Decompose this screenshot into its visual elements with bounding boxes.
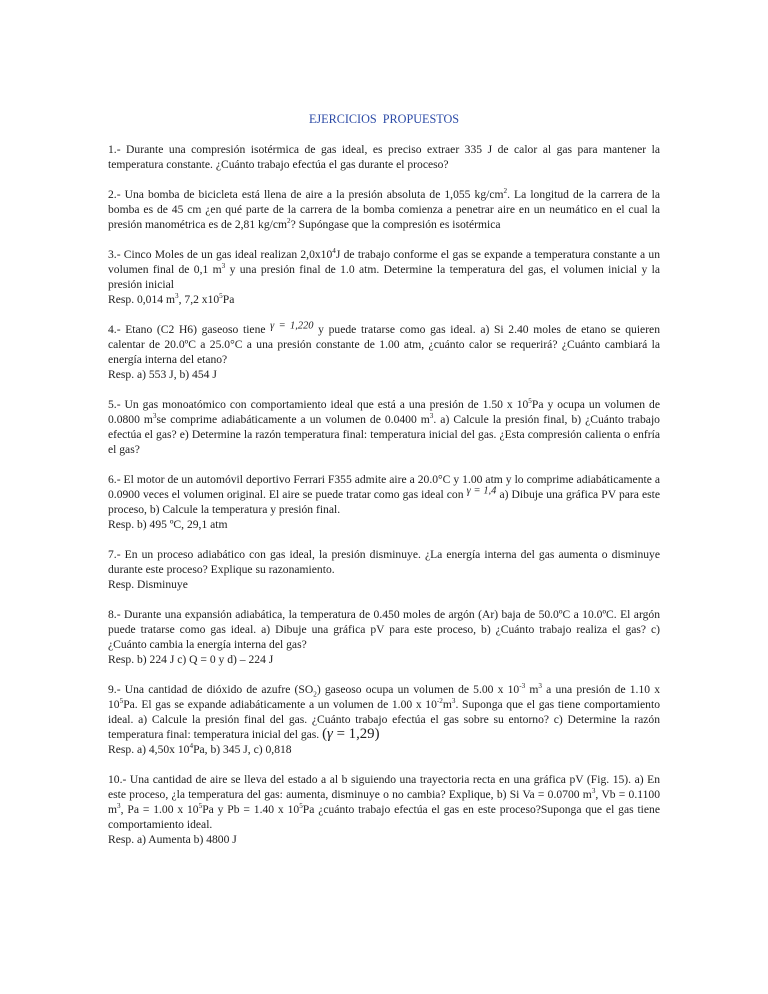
paragraph: [108, 517, 660, 532]
text-run: 3: [451, 697, 456, 706]
text-run: Pa y ocupa un volumen de 0.0800 m: [108, 398, 660, 426]
text-run: 3: [221, 262, 226, 271]
text-run: y puede tratarse como gas ideal. a) Si 2.40 moles de etano se quieren calentar de 20.0ºC a 25.0°C a una presión constante de 1.00 atm, ¿cuánto calor se requerirá? ¿Cuánto cambiará la energía interna del etano?: [108, 323, 660, 366]
text-run: 4: [189, 742, 194, 751]
text-run: Pa: [222, 293, 235, 306]
paragraph: [108, 832, 660, 847]
problem: [108, 187, 660, 232]
text-run: , 7,2 x10: [178, 293, 220, 306]
problem: [108, 472, 660, 532]
text-run: 5: [219, 292, 223, 301]
text-run: 2.- Una bomba de bicicleta está llena de aire a la presión absoluta de 1,055 kg/cm: [108, 188, 504, 201]
text-run: (: [322, 726, 328, 742]
text-run: m: [442, 698, 452, 711]
text-run: Pa ¿cuánto trabajo efectúa el gas en este proceso?Suponga que el gas tiene comportamiento ideal.: [108, 803, 660, 831]
text-run: J de trabajo conforme el gas se expande a temperatura constante a un volumen final de 0,1 m: [108, 248, 660, 276]
problem: [108, 607, 660, 667]
problem: [108, 142, 660, 172]
paragraph: [108, 397, 660, 457]
problem: [108, 247, 660, 307]
text-run: 2: [287, 217, 291, 226]
problem: [108, 772, 660, 847]
text-run: y una presión final de 1.0 atm. Determine la temperatura del gas, el volumen inicial y la presión inicial: [108, 263, 660, 291]
paragraph: [108, 547, 660, 577]
text-run: a una presión de 1.10 x 10: [108, 683, 661, 711]
text-run: 5: [198, 802, 203, 811]
text-run: ): [374, 726, 380, 742]
text-run: ? Supóngase que la compresión es isotérmica: [290, 218, 501, 231]
text-run: 2: [313, 690, 317, 699]
text-run: . Suponga que el gas tiene comportamiento ideal. a) Calcule la presión final del gas. ¿Cuánto trabajo efectúa el gas sobre su entorno? c) Determine la razón temperatura final: temperatura inicial del gas.: [108, 698, 660, 741]
text-run: . a) Calcule la presión final, b) ¿Cuánto trabajo efectúa el gas? e) Determine la razón temperatura final: temperatura inicial del gas. ¿Esta compresión calienta o enfría el gas?: [108, 413, 660, 456]
text-run: Pa. El gas se expande adiabáticamente a un volumen de 1.00 x 10: [123, 698, 437, 711]
text-run: Pa y Pb = 1.40 x 10: [202, 803, 300, 816]
text-run: 3: [152, 412, 157, 421]
text-run: 4.- Etano (C2 H6) gaseoso tiene: [108, 323, 271, 336]
problem: [108, 397, 660, 457]
text-run: 2: [503, 187, 508, 196]
text-run: 6.- El motor de un automóvil deportivo Ferrari F355 admite aire a 20.0°C y 1.00 atm y lo comprime adiabáticamente a 0.0900 veces el volumen original. El aire se puede tratar como gas ideal con: [108, 473, 660, 501]
text-run: 10.- Una cantidad de aire se lleva del estado a al b siguiendo una trayectoria recta en una gráfica pV (Fig. 15). a) En este proceso, ¿la temperatura del gas: aumenta, disminuye o no cambia? Explique, b) Si Va = 0.0700 m: [108, 773, 660, 801]
text-run: , Pa = 1.00 x 10: [120, 803, 199, 816]
paragraph: [108, 682, 660, 742]
text-run: Resp. Disminuye: [108, 578, 188, 591]
problem: [108, 682, 660, 757]
text-run: 3.- Cinco Moles de un gas ideal realizan 2,0x10: [108, 248, 333, 261]
paragraph: [108, 247, 660, 292]
text-run: = 1,29: [332, 726, 375, 742]
text-run: m: [525, 683, 539, 696]
text-run: ) gaseoso ocupa un volumen de 5.00 x 10: [316, 683, 520, 696]
document-title: EJERCICIOS PROPUESTOS: [308, 112, 460, 126]
text-run: a) Dibuje una gráfica PV para este proceso, b) Calcule la temperatura y presión final.: [108, 488, 661, 516]
text-run: γ = 1,4: [466, 485, 497, 497]
text-run: 3: [175, 292, 179, 301]
text-run: 3: [429, 412, 434, 421]
text-run: Resp. 0,014 m: [108, 293, 175, 306]
text-run: 4: [332, 247, 336, 256]
text-run: 7.- En un proceso adiabático con gas ideal, la presión disminuye. ¿La energía interna del gas aumenta o disminuye durante este proceso? Explique su razonamiento.: [108, 548, 660, 576]
paragraph: [108, 187, 660, 232]
paragraph: [108, 652, 660, 667]
text-run: se comprime adiabáticamente a un volumen de 0.0400 m: [156, 413, 430, 426]
text-run: 8.- Durante una expansión adiabática, la temperatura de 0.450 moles de argón (Ar) baja de 50.0ºC a 10.0ºC. El argón puede tratarse como gas ideal. a) Dibuje una gráfica pV para este proceso, b) ¿Cuánto trabajo realiza el gas? c) ¿Cuánto cambia la energía interna del gas?: [108, 608, 660, 651]
paragraph: [108, 322, 660, 367]
text-run: , Vb = 0.1100 m: [108, 788, 660, 816]
text-run: 5: [119, 697, 124, 706]
paragraph: [108, 142, 660, 172]
text-run: Resp. b) 224 J c) Q = 0 y d) – 224 J: [108, 653, 274, 666]
text-run: 9.- Una cantidad de dióxido de azufre (SO: [108, 683, 314, 696]
text-run: 3: [117, 802, 121, 811]
problem: [108, 322, 660, 382]
problems-list: [108, 142, 660, 847]
paragraph: [108, 772, 660, 832]
text-run: -2: [436, 697, 443, 706]
text-run: 5: [299, 802, 303, 811]
paragraph: [108, 472, 660, 517]
paragraph: [108, 607, 660, 652]
text-run: Resp. b) 495 ºC, 29,1 atm: [108, 518, 228, 531]
text-run: Resp. a) 4,50x 10: [108, 743, 190, 756]
text-run: . La longitud de la carrera de la bomba es de 45 cm ¿en qué parte de la carrera de la bomba comienza a penetrar aire en un neumático en el cual la presión manométrica es de 2,81 kg/cm: [108, 188, 660, 231]
text-run: Pa, b) 345 J, c) 0,818: [193, 743, 292, 756]
text-run: 3: [538, 682, 542, 691]
paragraph: [108, 292, 660, 307]
paragraph: [108, 742, 660, 757]
paragraph: [108, 577, 660, 592]
text-run: -3: [519, 682, 526, 691]
text-run: γ = 1,220: [270, 320, 314, 332]
text-run: Resp. a) 553 J, b) 454 J: [108, 368, 217, 381]
text-run: 3: [591, 787, 596, 796]
text-run: 1.- Durante una compresión isotérmica de gas ideal, es preciso extraer 335 J de calor al gas para mantener la temperatura constante. ¿Cuánto trabajo efectúa el gas durante el proceso?: [108, 143, 660, 171]
text-run: Resp. a) Aumenta b) 4800 J: [108, 833, 237, 846]
text-run: γ: [327, 726, 333, 742]
problem: [108, 547, 660, 592]
paragraph: [108, 367, 660, 382]
text-run: 5.- Un gas monoatómico con comportamiento ideal que está a una presión de 1.50 x 10: [108, 398, 529, 411]
text-run: 5: [528, 397, 532, 406]
